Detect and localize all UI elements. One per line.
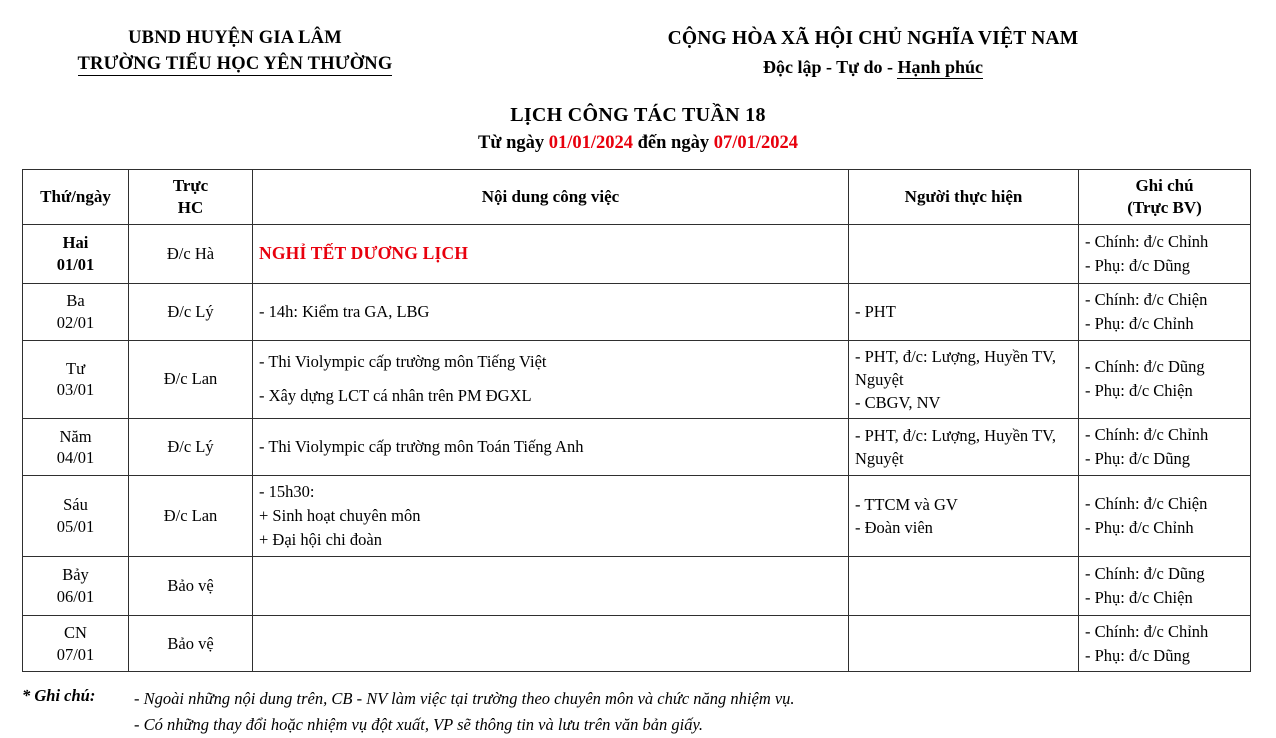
task-line: - 15h30:	[259, 481, 315, 501]
cell-duty: Đ/c Lan	[129, 475, 253, 556]
day-date: 01/01	[56, 254, 95, 274]
page-title: LỊCH CÔNG TÁC TUẦN 18	[510, 103, 766, 126]
table-row	[23, 556, 1251, 615]
country-name-line: CỘNG HÒA XÃ HỘI CHỦ NGHĨA VIỆT NAM	[667, 28, 1079, 49]
table-row	[23, 615, 1251, 672]
table-row	[23, 340, 1251, 418]
day-name: Sáu	[63, 495, 88, 515]
cell-duty: Đ/c Lý	[129, 283, 253, 340]
day-date: 06/01	[56, 586, 95, 606]
person-line: - PHT, đ/c: Lượng, Huyền TV, Nguyệt	[855, 346, 1056, 389]
cell-note	[1079, 615, 1251, 672]
task-spacer	[259, 374, 842, 384]
column-header-day	[23, 169, 129, 224]
table-body	[23, 224, 1251, 672]
cell-task	[253, 615, 849, 672]
cell-note	[1079, 475, 1251, 556]
cell-day	[23, 419, 129, 476]
note-line: - Phụ: đ/c Dũng	[1085, 448, 1190, 468]
task-line: - 14h: Kiểm tra GA, LBG	[259, 301, 430, 321]
day-date: 02/01	[56, 312, 95, 332]
column-header-task	[253, 169, 849, 224]
cell-duty: Đ/c Lan	[129, 340, 253, 418]
note-line: - Chính: đ/c Dũng	[1085, 357, 1205, 377]
cell-person	[849, 283, 1079, 340]
school-name-line	[0, 52, 470, 78]
column-header-person-line1: Người thực hiện	[904, 187, 1023, 207]
cell-person	[849, 556, 1079, 615]
day-date: 04/01	[56, 447, 95, 467]
cell-person	[849, 224, 1079, 283]
day-name: Bảy	[62, 565, 89, 585]
note-line: - Chính: đ/c Chiện	[1085, 289, 1208, 309]
day-date: 03/01	[56, 380, 95, 400]
column-header-task-line1: Nội dung công việc	[481, 187, 620, 207]
cell-note	[1079, 556, 1251, 615]
cell-task	[253, 283, 849, 340]
task-line: + Đại hội chi đoàn	[259, 529, 382, 549]
note-line: - Phụ: đ/c Dũng	[1085, 255, 1190, 275]
cell-day	[23, 340, 129, 418]
note-line: - Chính: đ/c Chỉnh	[1085, 231, 1209, 251]
cell-day	[23, 556, 129, 615]
cell-note	[1079, 224, 1251, 283]
motto-line	[470, 55, 1276, 80]
task-line: NGHỈ TẾT DƯƠNG LỊCH	[259, 243, 469, 264]
note-line: - Phụ: đ/c Dũng	[1085, 645, 1190, 665]
note-line: - Chính: đ/c Chiện	[1085, 493, 1208, 513]
footer-note-label: * Ghi chú:	[22, 686, 96, 706]
cell-task	[253, 224, 849, 283]
cell-duty: Đ/c Hà	[129, 224, 253, 283]
note-line: - Chính: đ/c Chỉnh	[1085, 425, 1209, 445]
note-line: - Chính: đ/c Chỉnh	[1085, 621, 1209, 641]
task-line: - Thi Violympic cấp trường môn Toán Tiếng Anh	[259, 436, 584, 456]
title-block	[0, 104, 1276, 154]
cell-person	[849, 615, 1079, 672]
motto-part-1: Độc lập - Tự do -	[762, 56, 898, 77]
cell-duty: Bảo vệ	[129, 615, 253, 672]
day-date: 07/01	[56, 644, 95, 664]
date-range-subtitle	[0, 133, 1276, 154]
cell-day	[23, 224, 129, 283]
cell-person	[849, 419, 1079, 476]
column-header-duty-line2: HC	[177, 197, 204, 217]
weekly-schedule-table	[22, 169, 1251, 673]
person-line: - Đoàn viên	[855, 517, 933, 537]
note-line: - Phụ: đ/c Chiện	[1085, 587, 1193, 607]
footer-note	[22, 686, 1276, 737]
footer-note-body	[134, 686, 795, 737]
cell-note	[1079, 340, 1251, 418]
table-header-row	[23, 169, 1251, 224]
date-from: 01/01/2024	[548, 132, 634, 153]
day-name: Hai	[62, 233, 89, 253]
column-header-person	[849, 169, 1079, 224]
cell-duty: Đ/c Lý	[129, 419, 253, 476]
cell-note	[1079, 283, 1251, 340]
date-to: 07/01/2024	[713, 132, 798, 153]
date-range-prefix: Từ ngày	[478, 132, 549, 153]
cell-day	[23, 615, 129, 672]
cell-person	[849, 475, 1079, 556]
person-line: - TTCM và GV	[855, 494, 958, 514]
table-row	[23, 283, 1251, 340]
national-heading-block	[470, 26, 1276, 80]
cell-task	[253, 340, 849, 418]
task-line: + Sinh hoạt chuyên môn	[259, 505, 421, 525]
column-header-note-line2: (Trực BV)	[1127, 197, 1202, 217]
task-line: - Thi Violympic cấp trường môn Tiếng Việt	[259, 352, 547, 372]
person-line: - PHT	[855, 302, 896, 322]
task-line: - Xây dựng LCT cá nhân trên PM ĐGXL	[259, 386, 532, 406]
column-header-duty-line1: Trực	[172, 176, 209, 196]
school-name-text: TRƯỜNG TIỂU HỌC YÊN THƯỜNG	[77, 53, 393, 74]
day-date: 05/01	[56, 516, 95, 536]
note-line: - Phụ: đ/c Chiện	[1085, 381, 1193, 401]
cell-day	[23, 475, 129, 556]
table-row	[23, 475, 1251, 556]
cell-day	[23, 283, 129, 340]
district-authority-line: UBND HUYỆN GIA LÂM	[128, 28, 342, 48]
cell-note	[1079, 419, 1251, 476]
document-header	[0, 0, 1276, 80]
cell-task	[253, 556, 849, 615]
day-name: Tư	[65, 358, 86, 378]
issuing-authority-block	[0, 26, 470, 80]
column-header-day-line1: Thứ/ngày	[40, 187, 111, 207]
person-line: - CBGV, NV	[855, 392, 941, 412]
person-line: - PHT, đ/c: Lượng, Huyền TV, Nguyệt	[855, 425, 1056, 468]
day-name: Năm	[59, 426, 92, 446]
cell-task	[253, 475, 849, 556]
note-line: - Chính: đ/c Dũng	[1085, 563, 1205, 583]
table-row	[23, 419, 1251, 476]
date-range-middle: đến ngày	[633, 132, 714, 153]
motto-part-2: Hạnh phúc	[897, 56, 984, 77]
note-line: - Phụ: đ/c Chỉnh	[1085, 313, 1194, 333]
day-name: CN	[64, 623, 87, 643]
table-row	[23, 224, 1251, 283]
column-header-duty	[129, 169, 253, 224]
note-line: - Phụ: đ/c Chỉnh	[1085, 517, 1194, 537]
cell-person	[849, 340, 1079, 418]
cell-task	[253, 419, 849, 476]
footer-note-line-1: - Ngoài những nội dung trên, CB - NV làm việc tại trường theo chuyên môn và chức năng nhiệm vụ.	[134, 689, 795, 709]
footer-note-line-2: - Có những thay đổi hoặc nhiệm vụ đột xuất, VP sẽ thông tin và lưu trên văn bản giấy.	[134, 715, 703, 735]
cell-duty: Bảo vệ	[129, 556, 253, 615]
column-header-note	[1079, 169, 1251, 224]
day-name: Ba	[66, 291, 85, 311]
column-header-note-line1: Ghi chú	[1135, 176, 1194, 196]
